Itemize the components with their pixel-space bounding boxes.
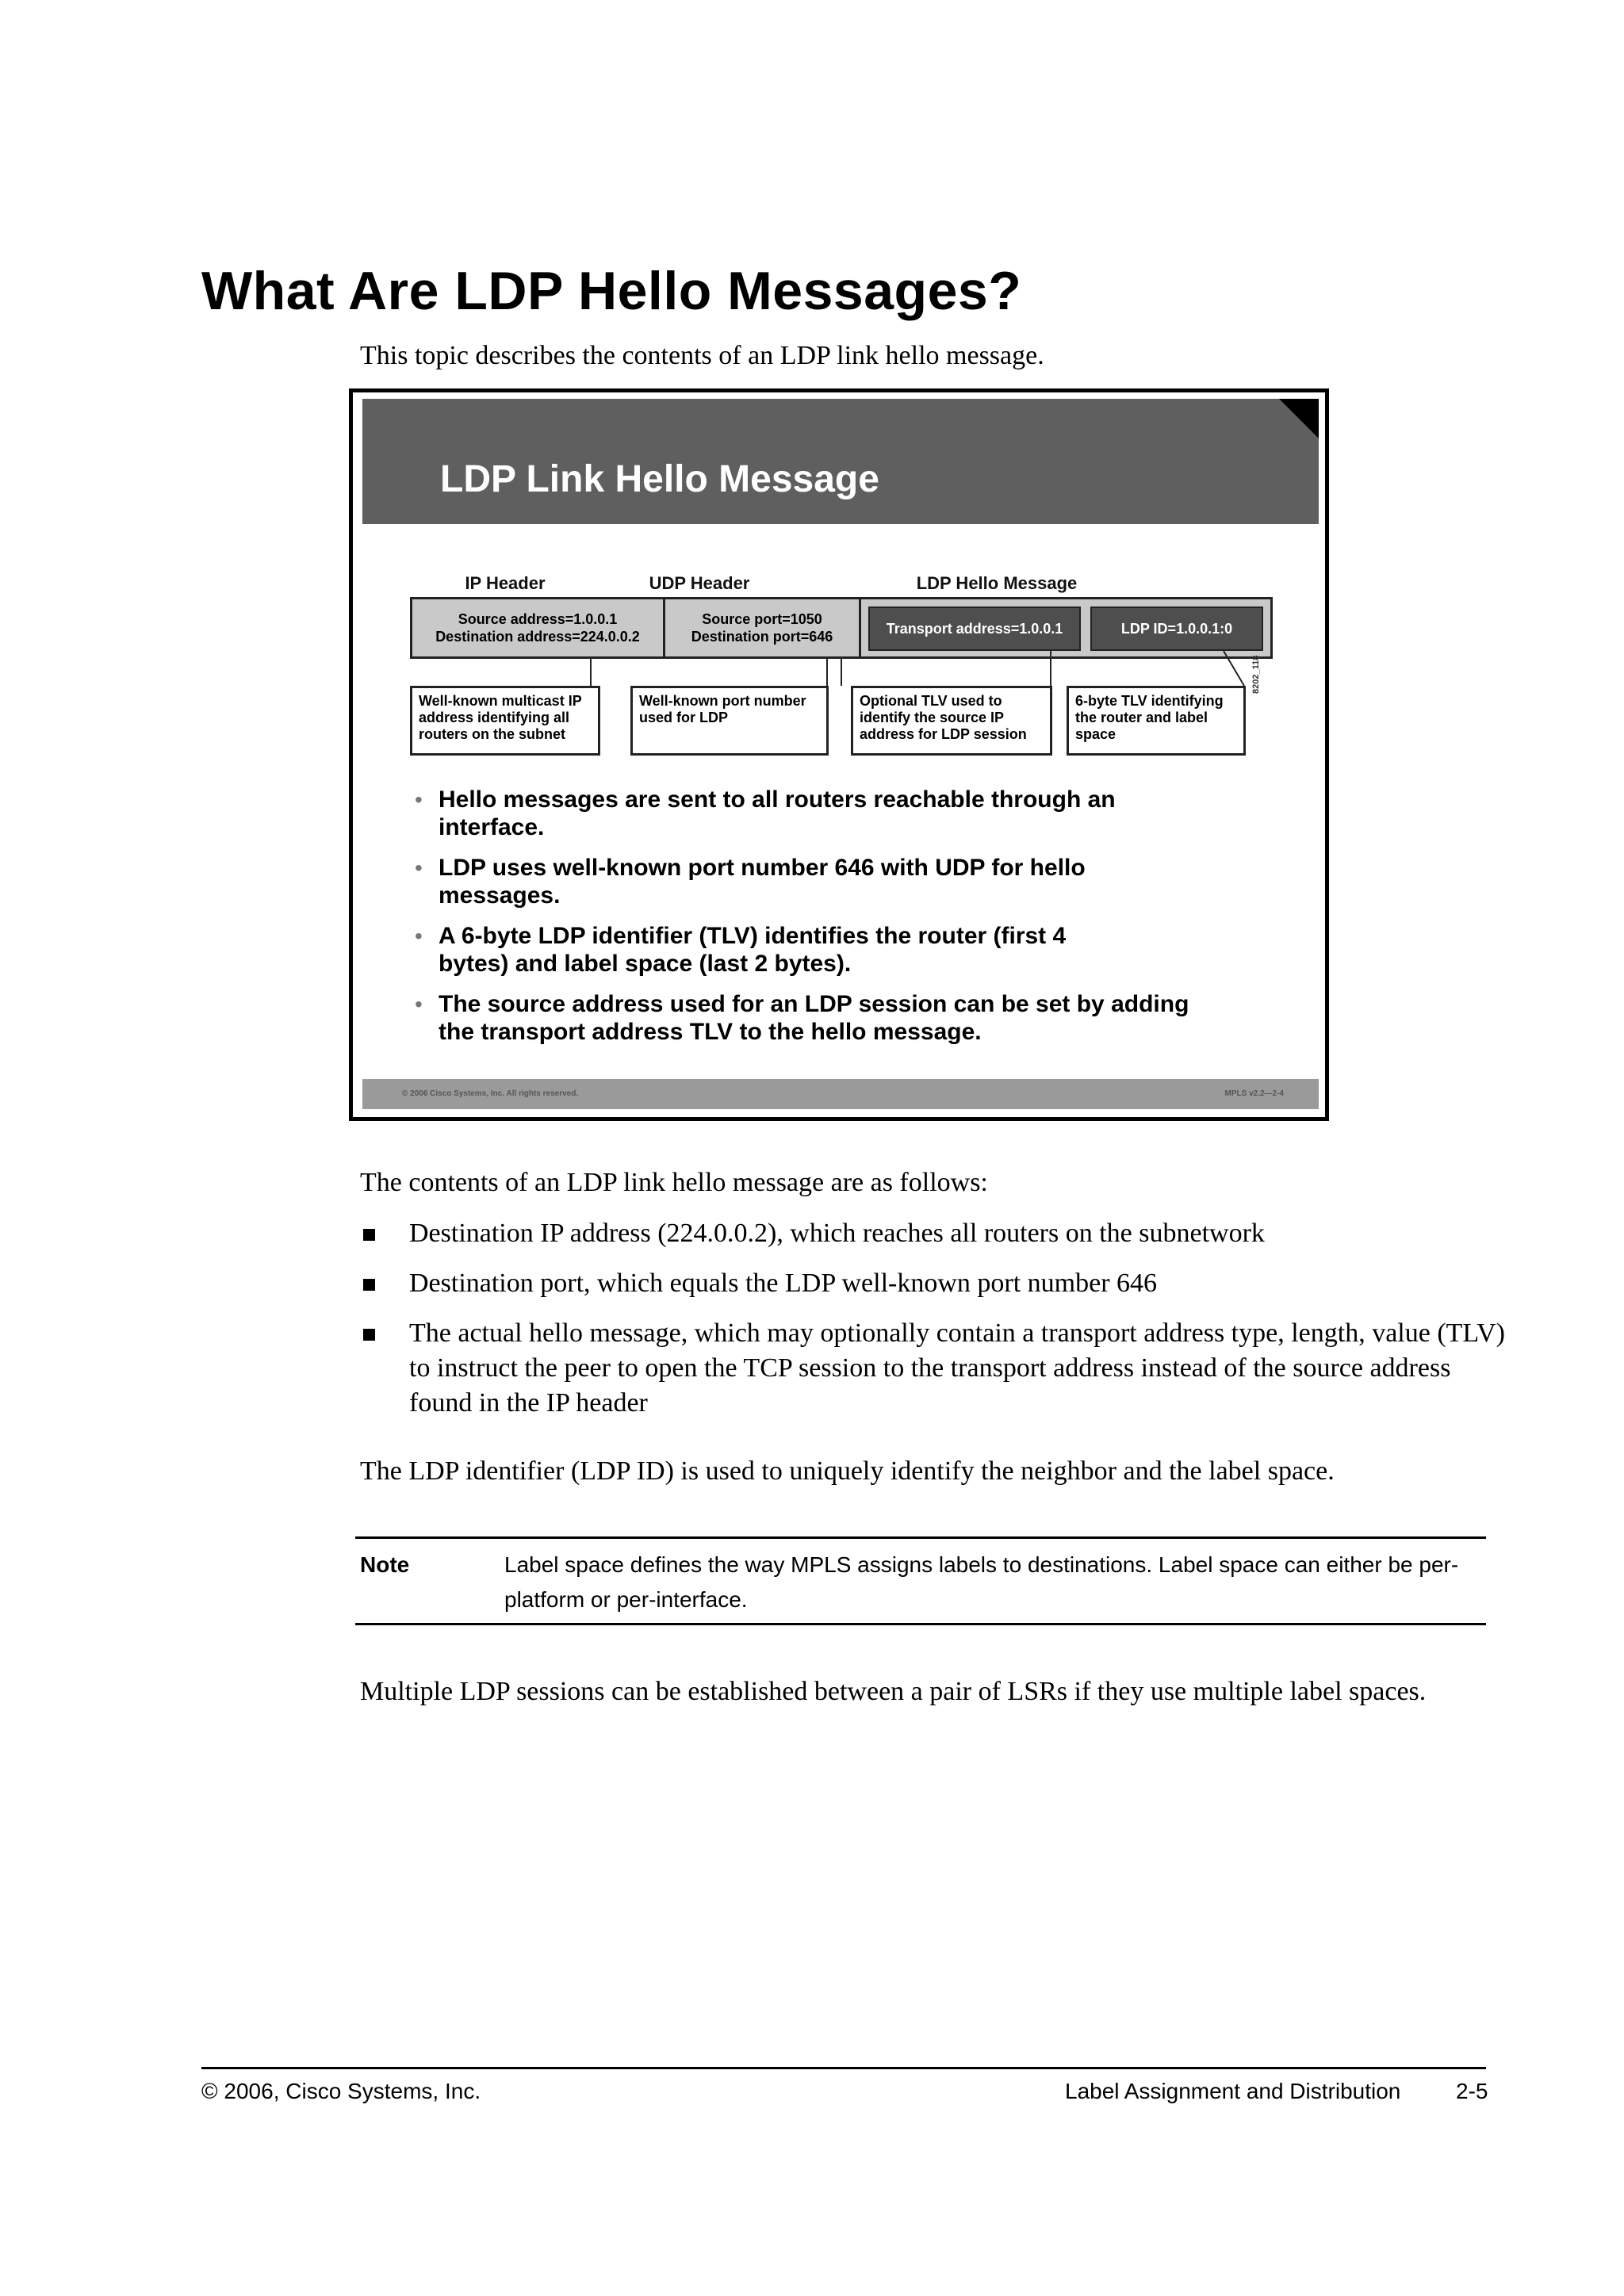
slide-footer: [362, 1079, 1319, 1109]
slide-version: MPLS v2.2—2-4: [1224, 1089, 1284, 1098]
contents-intro: The contents of an LDP link hello message are as follows:: [360, 1168, 988, 1197]
footer-copyright: © 2006, Cisco Systems, Inc.: [201, 2079, 481, 2103]
slide-copyright: © 2006 Cisco Systems, Inc. All rights reserved.: [402, 1089, 579, 1098]
footer-section: Label Assignment and Distribution: [1065, 2079, 1401, 2103]
udp-header-label: UDP Header: [649, 573, 750, 593]
figure-code: 8202_118: [1251, 655, 1261, 694]
ldp-id-paragraph: The LDP identifier (LDP ID) is used to uniquely identify the neighbor and the label space.: [360, 1456, 1335, 1486]
note-top-rule: [355, 1536, 1486, 1539]
square-bullet-icon: [363, 1229, 375, 1241]
udp-destination-port: Destination port=646: [691, 629, 833, 645]
transport-address-field: Transport address=1.0.0.1: [868, 607, 1081, 651]
ip-header-label: IP Header: [465, 573, 546, 593]
footer-rule: [201, 2067, 1486, 2069]
slide-title: LDP Link Hello Message: [440, 458, 879, 500]
footer-page-number: 2-5: [1456, 2079, 1488, 2103]
note-bottom-rule: [355, 1623, 1486, 1625]
slide-figure: [349, 388, 1329, 1121]
note-label: Note: [360, 1552, 410, 1577]
callout-multicast: Well-known multicast IP address identifying all routers on the subnet: [410, 686, 600, 756]
callout-port: Well-known port number used for LDP: [630, 686, 829, 756]
slide-bullet: • LDP uses well-known port number 646 with UDP for hello messages.: [415, 855, 1086, 909]
page-title: What Are LDP Hello Messages?: [201, 261, 1022, 321]
ip-destination-address: Destination address=224.0.0.2: [435, 629, 640, 645]
note-text: Label space defines the way MPLS assigns labels to destinations. Label space can either be per-platform or per-interface.: [504, 1552, 1459, 1612]
intro-text: This topic describes the contents of an LDP link hello message.: [360, 341, 1044, 370]
ldp-id-field: LDP ID=1.0.0.1:0: [1090, 607, 1263, 651]
callout-ldp-id-tlv: 6-byte TLV identifying the router and label space: [1067, 686, 1246, 756]
udp-source-port: Source port=1050: [702, 611, 822, 627]
square-bullet-icon: [363, 1279, 375, 1291]
ip-source-address: Source address=1.0.0.1: [458, 611, 618, 627]
closing-paragraph: Multiple LDP sessions can be established between a pair of LSRs if they use multiple label spaces.: [360, 1677, 1427, 1706]
callout-optional-tlv: Optional TLV used to identify the source IP address for LDP session: [851, 686, 1052, 756]
square-bullet-icon: [363, 1329, 375, 1341]
slide-bullet: • Hello messages are sent to all routers reachable through an interface.: [415, 786, 1116, 840]
slide-bullet: • The source address used for an LDP session can be set by adding the transport address TLV to the hello message.: [415, 991, 1189, 1045]
slide-bullet: • A 6-byte LDP identifier (TLV) identifies the router (first 4 bytes) and label space (last 2 bytes).: [415, 923, 1067, 977]
ldp-hello-label: LDP Hello Message: [916, 573, 1078, 593]
